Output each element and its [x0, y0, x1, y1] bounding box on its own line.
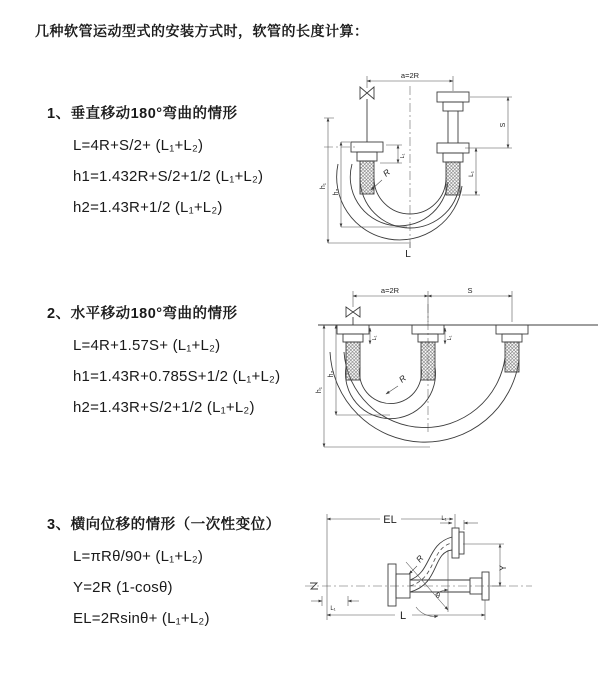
dimensions	[320, 71, 512, 260]
dim-label-l1-left: L₁	[330, 606, 336, 612]
right-fitting-moved	[496, 325, 528, 372]
dimensions	[311, 514, 508, 622]
section-2-heading: 2、水平移动180°弯曲的情形	[47, 306, 238, 322]
section-1-heading: 1、垂直移动180°弯曲的情形	[47, 106, 238, 122]
dim-label-theta: θ	[436, 593, 440, 600]
dim-label-a2r: a=2R	[400, 71, 420, 80]
left-fitting	[337, 325, 369, 380]
formula-length: L=πRθ/90+ (L₁+L₂)	[73, 548, 204, 565]
formula-h2: h2=1.43R+S/2+1/2 (L₁+L₂)	[73, 399, 255, 416]
dim-label-l: L	[405, 249, 411, 260]
formula-h2: h2=1.43R+1/2 (L₁+L₂)	[73, 199, 223, 216]
right-fitting-lower	[437, 143, 469, 195]
section-vertical-180	[47, 102, 263, 216]
dim-label-h2: h₂	[328, 370, 335, 378]
hose-displaced-position	[410, 537, 452, 592]
section-horizontal-180	[47, 302, 280, 416]
formula-y: Y=2R (1-cosθ)	[73, 579, 173, 596]
formula-el: EL=2Rsinθ+ (L₁+L₂)	[73, 610, 210, 627]
formula-h1: h1=1.432R+S/2+1/2 (L₁+L₂)	[73, 168, 264, 185]
section-3-heading: 3、横向位移的情形（一次性变位）	[47, 517, 281, 533]
diagram-vertical-180	[312, 64, 597, 260]
braid-section	[421, 342, 435, 380]
section-lateral-displacement	[47, 513, 281, 627]
dim-label-l1-left: L₁	[372, 335, 378, 341]
dim-label-l1-top: L₁	[441, 516, 447, 522]
dim-label-h2: h₂	[333, 188, 340, 196]
dim-label-r: R	[396, 372, 408, 385]
dim-label-l: L	[399, 610, 407, 622]
braid-section	[346, 342, 360, 380]
braid-section	[505, 342, 519, 372]
page-title: 几种软管运动型式的安装方式时，软管的长度计算：	[35, 23, 369, 39]
formula-length: L=4R+1.57S+ (L₁+L₂)	[73, 337, 221, 354]
diagram-horizontal-180	[310, 282, 600, 458]
braid-section	[446, 162, 460, 195]
dim-label-h1: h₁	[320, 182, 327, 190]
diagram-lateral-displacement	[300, 500, 600, 662]
dim-label-l1: L₁	[468, 171, 475, 177]
dim-label-el: EL	[383, 514, 397, 526]
dim-label-l1-left: L₁	[400, 153, 406, 159]
hose-arcs	[337, 164, 462, 240]
right-fitting-upper	[437, 92, 469, 143]
dim-label-s: S	[500, 122, 507, 128]
left-flange	[388, 564, 410, 606]
formula-h1: h1=1.43R+0.785S+1/2 (L₁+L₂)	[73, 368, 281, 385]
top-flange-displaced	[452, 528, 464, 558]
angle-construction	[406, 550, 448, 616]
dim-label-r: R	[380, 166, 392, 179]
valve-icon	[360, 87, 374, 142]
dim-label-a2r: a=2R	[380, 286, 400, 295]
valve-icon	[346, 307, 360, 325]
dim-label-y: Y	[498, 564, 508, 572]
formula-length: L=4R+S/2+ (L₁+L₂)	[73, 137, 204, 154]
dim-label-s: S	[467, 286, 473, 295]
dim-label-h1: h₁	[316, 386, 323, 394]
dim-label-r: R	[413, 553, 426, 565]
dim-label-l1-mid: L₁	[447, 335, 453, 341]
left-fitting	[351, 142, 383, 194]
